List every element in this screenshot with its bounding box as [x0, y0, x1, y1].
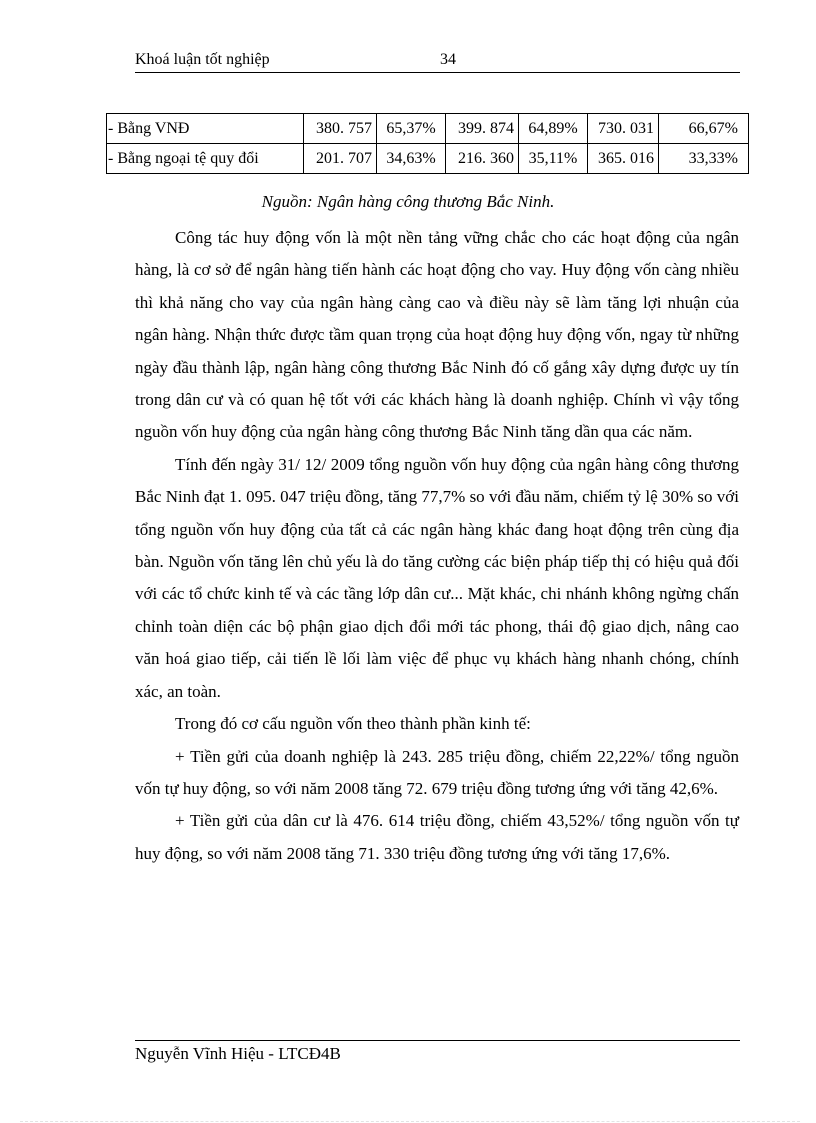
table-cell: 365. 016 [588, 144, 659, 174]
footer-author: Nguyễn Vĩnh Hiệu - LTCĐ4B [135, 1044, 341, 1063]
page-number: 34 [440, 51, 456, 68]
table-cell: 65,37% [377, 114, 446, 144]
table-cell: 34,63% [377, 144, 446, 174]
capital-table [106, 113, 749, 174]
table-row [107, 114, 749, 144]
thesis-title: Khoá luận tốt nghiệp [135, 51, 270, 68]
table-cell: 399. 874 [446, 114, 519, 144]
table-cell: - Bằng ngoại tệ quy đổi [107, 144, 304, 174]
table-cell: 64,89% [519, 114, 588, 144]
page-edge [20, 1121, 800, 1122]
paragraph: + Tiền gửi của doanh nghiệp là 243. 285 triệu đồng, chiếm 22,22%/ tổng nguồn vốn tự huy động, so với năm 2008 tăng 72. 679 triệu đồng tương ứng với tăng 42,6%. [135, 746, 739, 798]
table-cell: 35,11% [519, 144, 588, 174]
table-cell: 216. 360 [446, 144, 519, 174]
table-source-note: Nguồn: Ngân hàng công thương Bắc Ninh. [261, 192, 555, 211]
table-cell: 380. 757 [304, 114, 377, 144]
table-cell: - Bằng VNĐ [107, 114, 304, 144]
footer-divider [135, 1040, 740, 1041]
body-text [135, 222, 739, 870]
table-cell: 66,67% [659, 114, 749, 144]
paragraph: Tính đến ngày 31/ 12/ 2009 tổng nguồn vốn huy động của ngân hàng công thương Bắc Ninh đạt 1. 095. 047 triệu đồng, tăng 77,7% so với đầu năm, chiếm tỷ lệ 30% so với tổng nguồn vốn huy động của tất cả các ngân hàng khác đang hoạt động trên cùng địa bàn. Nguồn vốn tăng lên chủ yếu là do tăng cường các biện pháp tiếp thị có hiệu quả đối với các tổ chức kinh tế và các tầng lớp dân cư... Mặt khác, chi nhánh không ngừng chấn chỉnh toàn diện các bộ phận giao dịch đổi mới tác phong, thái độ giao dịch, nâng cao văn hoá giao tiếp, cải tiến lề lối làm việc để phục vụ khách hàng nhanh chóng, chính xác, an toàn. [135, 454, 739, 701]
paragraph: + Tiền gửi của dân cư là 476. 614 triệu đồng, chiếm 43,52%/ tổng nguồn vốn tự huy động, so với năm 2008 tăng 71. 330 triệu đồng tương ứng với tăng 17,6%. [135, 811, 739, 863]
table-cell: 201. 707 [304, 144, 377, 174]
page-header [135, 50, 740, 73]
table-row [107, 144, 749, 174]
table-cell: 730. 031 [588, 114, 659, 144]
paragraph: Trong đó cơ cấu nguồn vốn theo thành phần kinh tế: [175, 714, 531, 734]
table-cell: 33,33% [659, 144, 749, 174]
paragraph: Công tác huy động vốn là một nền tảng vững chắc cho các hoạt động của ngân hàng, là cơ sở để ngân hàng tiến hành các hoạt động cho vay. Huy động vốn càng nhiều thì khả năng cho vay của ngân hàng càng cao và điều này sẽ làm tăng lợi nhuận của ngân hàng. Nhận thức được tầm quan trọng của hoạt động huy động vốn, ngay từ những ngày đầu thành lập, ngân hàng công thương Bắc Ninh đó cố gắng xây dựng được uy tín trong dân cư và có quan hệ tốt với các khách hàng là doanh nghiệp. Chính vì vậy tổng nguồn vốn huy động của ngân hàng công thương Bắc Ninh tăng dần qua các năm. [135, 228, 739, 442]
